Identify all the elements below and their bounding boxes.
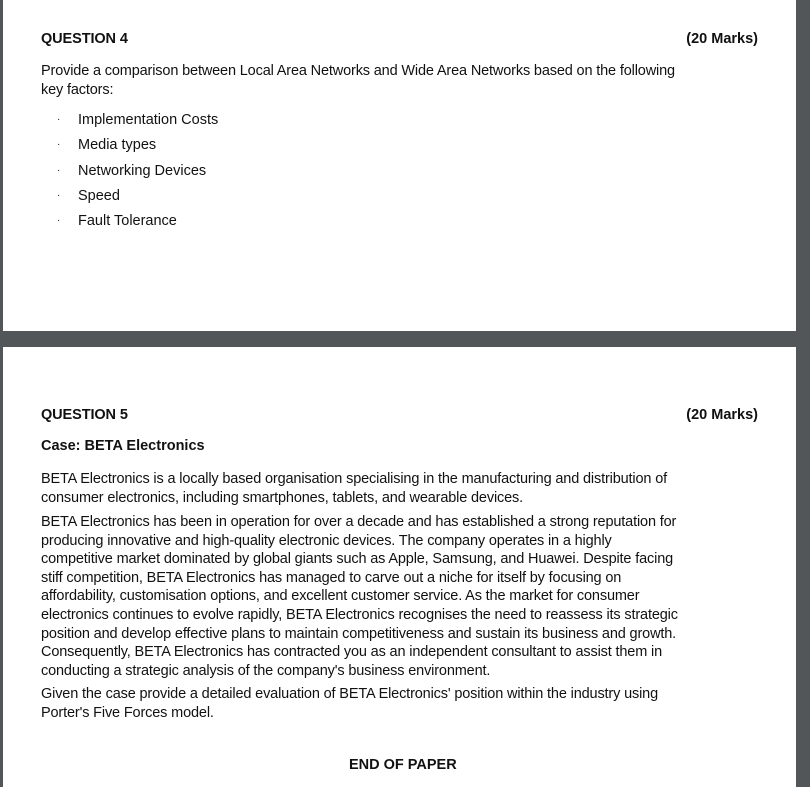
bullet-icon: · (57, 114, 61, 125)
question-5-heading: QUESTION 5 (41, 407, 128, 423)
factor-fault-tolerance: Fault Tolerance (78, 213, 177, 230)
bullet-icon: · (57, 139, 61, 151)
bullet-icon: · (57, 164, 61, 176)
document-page-2 (3, 347, 796, 787)
bullet-icon: · (57, 215, 61, 227)
question-4-prompt: Provide a comparison between Local Area Networks and Wide Area Networks based on the following key factors: (41, 63, 675, 98)
factor-networking-devices: Networking Devices (78, 162, 207, 179)
document-page-1 (3, 0, 796, 331)
case-title: Case: BETA Electronics (41, 438, 205, 454)
question-5-marks: (20 Marks) (686, 407, 758, 423)
question-5-task: Given the case provide a detailed evaluation of BETA Electronics' position within the industry using Porter's Five Forces model. (41, 686, 658, 721)
bullet-icon: · (57, 189, 61, 201)
end-of-paper-marker: END OF PAPER (349, 757, 457, 773)
question-4-heading: QUESTION 4 (41, 31, 128, 47)
case-paragraph: BETA Electronics is a locally based organisation specialising in the manufacturing and distribution of consumer electronics, including smartphones, tablets, and wearable devices. (41, 471, 668, 506)
question-4-marks: (20 Marks) (686, 31, 758, 47)
factor-media-types: Media types (78, 137, 157, 154)
case-paragraph: BETA Electronics has been in operation for over a decade and has established a strong reputation for producing innovative and high-quality electronic devices. The company operates in a highly competitive market dominated by global giants such as Apple, Samsung, and Huawei. Despite facing stiff competition, BETA Electronics has managed to carve out a niche for itself by focusing on affordability, customisation options, and excellent customer service. As the market for consumer electronics continues to evolve rapidly, BETA Electronics recognises the need to reassess its strategic position and develop effective plans to maintain competitiveness and sustain its business and growth. Consequently, BETA Electronics has contracted you as an independent consultant to assist them in conducting a strategic analysis of the company's business environment. (41, 514, 678, 679)
factor-implementation-costs: Implementation Costs (78, 112, 219, 128)
factor-speed: Speed (78, 187, 120, 204)
